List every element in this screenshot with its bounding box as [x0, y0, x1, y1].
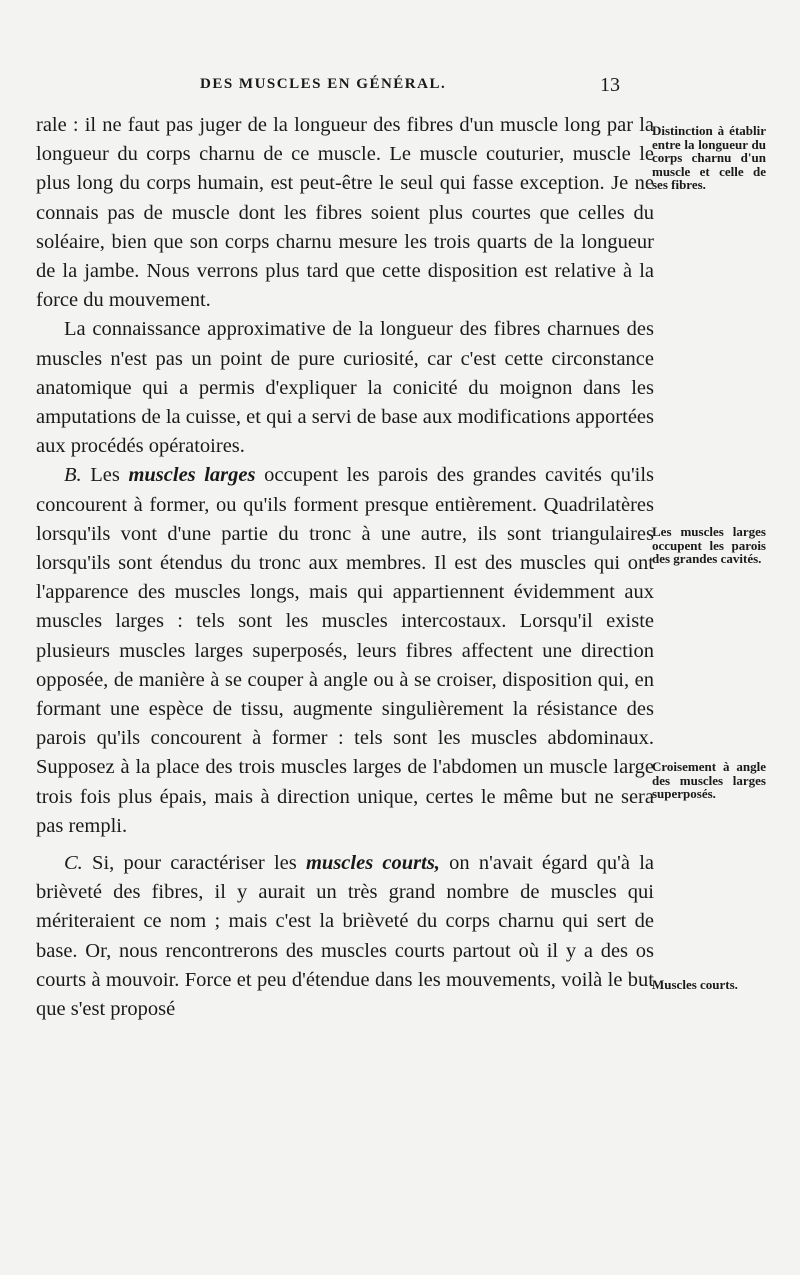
paragraph-muscles-larges: [36, 461, 654, 841]
running-header-title: DES MUSCLES EN GÉNÉRAL.: [200, 76, 447, 92]
paragraph-fiber-length: La connaissance approximative de la longueur des fibres charnues des muscles n'est pas un point de pure curiosité, car c'est cette circonstance anatomique qui a permis d'expliquer la conicité du moignon dans les amputations de la cuisse, et qui a servi de base aux modifications apportées aux procédés opératoires.: [36, 318, 654, 458]
margin-note-fiber-length: Distinction à établir entre la longueur du corps charnu d'un muscle et celle de ses fibres.: [652, 123, 766, 192]
term-muscles-courts: muscles courts,: [305, 852, 440, 875]
paragraph-body-text: on n'avait égard qu'à la brièveté des fibres, il y aurait un très grand nombre de muscles qui mériteraient ce nom ; mais c'est la brièveté du corps charnu qui sert de base. Or, nous rencontrerons des muscles courts partout où il y a des os courts à mouvoir. Force et peu d'étendue dans les mouvements, voilà le but que s'est proposé: [36, 852, 654, 1021]
margin-note-croisement: Croisement à angle des muscles larges superposés.: [652, 759, 766, 801]
margin-note-muscles-courts: Muscles courts.: [652, 977, 738, 992]
section-letter-b: B.: [64, 464, 82, 487]
paragraph-lead-word: Les: [90, 464, 120, 487]
paragraph-lead-words: Si, pour caractériser les: [92, 852, 297, 875]
section-letter-c: C.: [64, 852, 83, 875]
paragraph-muscles-courts: [36, 849, 654, 1024]
margin-note-muscles-larges: Les muscles larges occupent les parois des grandes cavités.: [652, 524, 766, 566]
paragraph-continuation: rale : il ne faut pas juger de la longueur des fibres d'un muscle long par la longueur du corps charnu de ce muscle. Le muscle couturier, muscle le plus long du corps humain, est peut-être le seul qui fasse exception. Je ne connais pas de muscle dont les fibres soient plus courtes que celles du soléaire, bien que son corps charnu mesure les trois quarts de la longueur de la jambe. Nous verrons plus tard que cette disposition est relative à la force du mouvement.: [36, 114, 654, 312]
page-number: 13: [600, 74, 620, 96]
paragraph-body-text: occupent les parois des grandes cavités qu'ils concourent à former, ou qu'ils forment presque entièrement. Quadrilatères lorsqu'ils vont d'une partie du tronc à une autre, ils sont triangulaires lorsqu'ils sont étendus du tronc aux membres. Il est des muscles qui ont l'apparence des muscles longs, mais qui appartiennent évidemment aux muscles larges : tels sont les muscles intercostaux. Lorsqu'il existe plusieurs muscles larges superposés, leurs fibres affectent une direction opposée, de manière à se couper à angle ou à se croiser, disposition qui, en formant une espèce de tissu, augmente singulièrement la résistance des parois qu'ils concourent à former : tels sont les muscles abdominaux. Supposez à la place des trois muscles larges de l'abdomen un muscle large trois fois plus épais, mais à direction unique, certes le même but ne sera pas rempli.: [36, 464, 655, 837]
main-text-column: [36, 111, 654, 1024]
term-muscles-larges: muscles larges: [128, 464, 256, 487]
